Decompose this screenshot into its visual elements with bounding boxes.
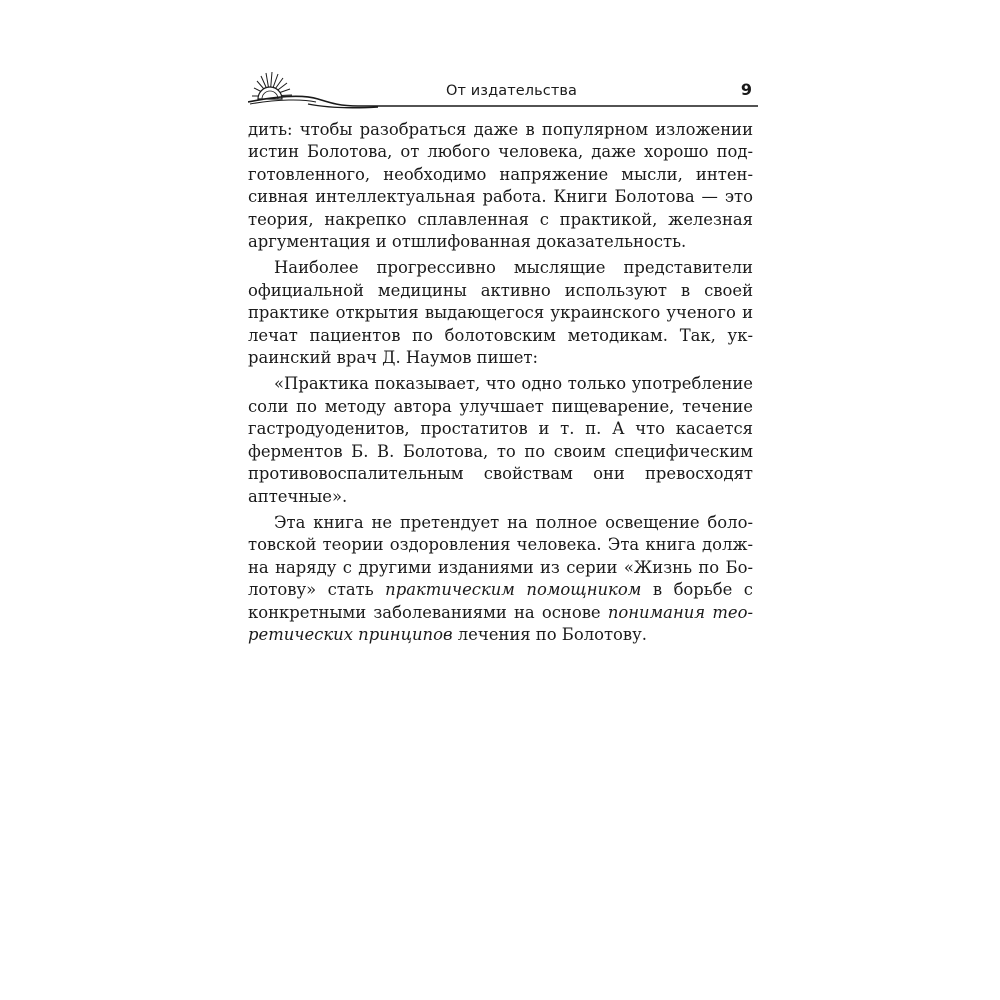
quotation-paragraph bbox=[248, 373, 753, 507]
paragraph-text: дить: чтобы разобраться даже в популярном изложении истин Болотова, от любого человека, даже хорошо подготовленного, необходимо напряжение мысли, интенсивная интеллектуальная работа. Книги Болотова — это теория, накрепко сплавленная с практикой, железная аргументация и отшлифованная доказательность. bbox=[248, 120, 753, 252]
paragraph-text: в борьбе с конкретными заболеваниями на основе bbox=[248, 580, 753, 622]
page-number: 9 bbox=[740, 80, 752, 99]
quotation-text: «Практика показывает, что одно только употребление соли по методу автора улучшает пищеварение, течение гастродуоденитов, простатитов и т. п. А что касается ферментов Б. В. Болотова, то по своим специфическим противовоспалительным свойствам они превосходят аптечные». bbox=[248, 374, 753, 506]
emphasis-text: практическим помощником bbox=[385, 580, 642, 600]
paragraph bbox=[248, 512, 753, 646]
paragraph-text: лечения по Болотову. bbox=[452, 624, 648, 644]
emphasis-text: понимания теоретических принципов bbox=[248, 602, 753, 644]
page-body bbox=[248, 119, 753, 650]
paragraph-text: Наиболее прогрессивно мыслящие представители официальной медицины активно используют в своей практике открытия выдающегося украинского ученого и лечат пациентов по болотовским методикам. Так, украинский врач Д. Наумов пишет: bbox=[248, 258, 753, 368]
paragraph bbox=[248, 119, 753, 253]
page-header bbox=[248, 66, 758, 116]
running-title: От издательства bbox=[446, 83, 578, 99]
paragraph bbox=[248, 257, 753, 369]
paragraph-text: Эта книга не претендует на полное освещение болотовской теории оздоровления человека. Эта книга должна наряду с другими изданиями из серии «Жизнь по Болотову» стать bbox=[248, 512, 753, 600]
